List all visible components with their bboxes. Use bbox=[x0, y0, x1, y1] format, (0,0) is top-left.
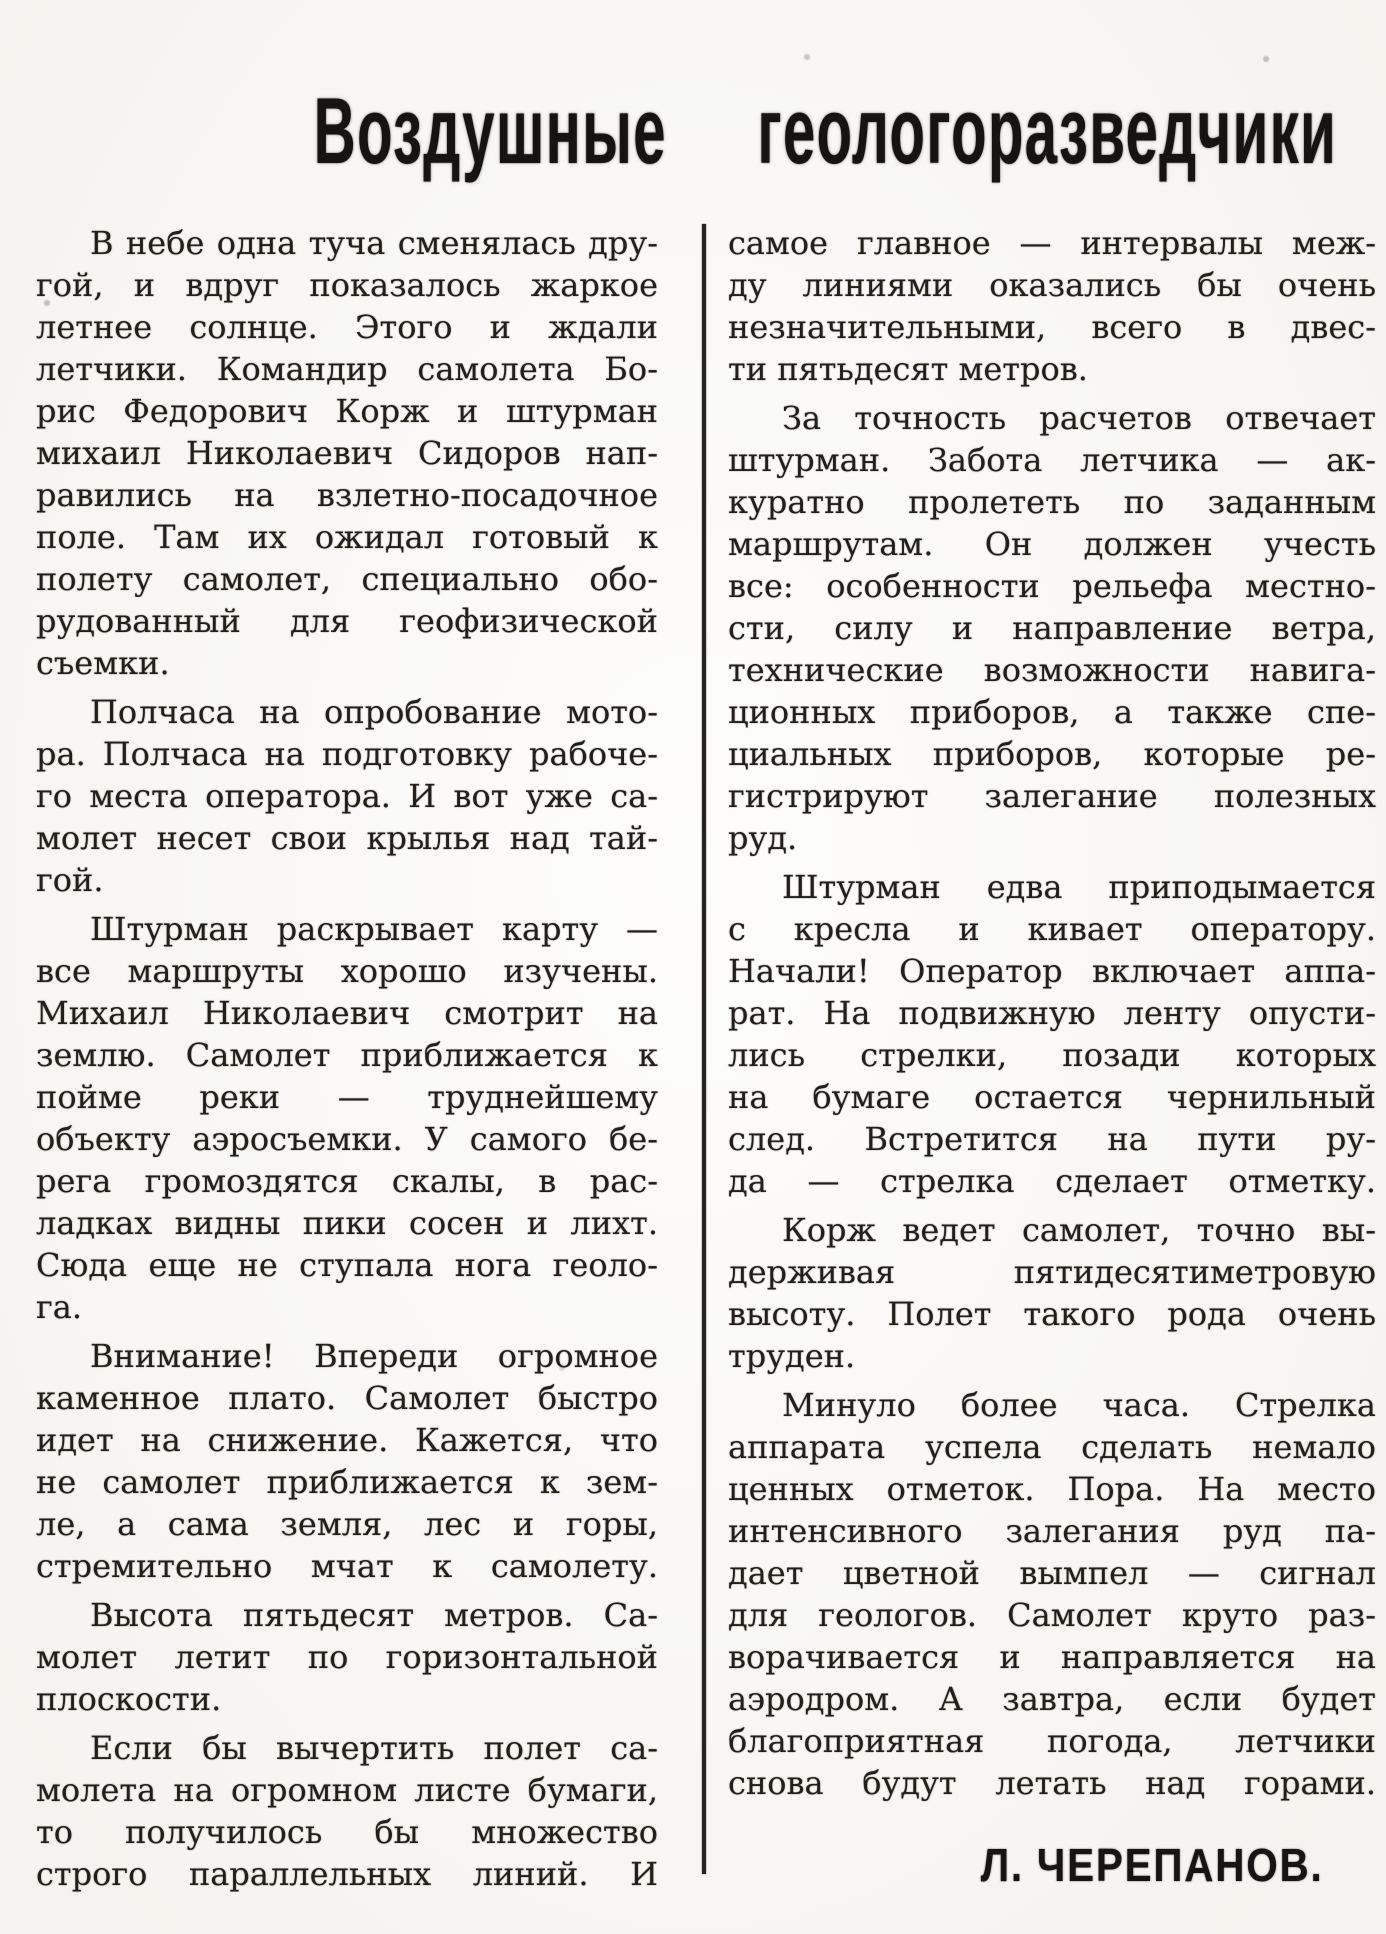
text-line: Если бы вычертить полет са- bbox=[90, 1729, 658, 1767]
text-line: ле, а сама земля, лес и горы, bbox=[36, 1505, 658, 1543]
text-line: Сюда еще не ступала нога геоло- bbox=[36, 1246, 658, 1284]
text-line: съемки. bbox=[36, 644, 170, 682]
text-line: благоприятная погода, летчики bbox=[728, 1722, 1376, 1760]
text-line: высоту. Полет такого рода очень bbox=[728, 1295, 1376, 1333]
text-line: Внимание! Впереди огромное bbox=[90, 1337, 658, 1375]
text-line: рис Федорович Корж и штурман bbox=[36, 392, 658, 430]
text-line: рудованный для геофизической bbox=[36, 602, 658, 640]
text-line: каменное плато. Самолет быстро bbox=[36, 1379, 658, 1417]
text-line: ладках видны пики сосен и лихт. bbox=[36, 1204, 658, 1242]
text-line: снова будут летать над горами. bbox=[728, 1764, 1376, 1802]
article-title-text: Воздушные геологоразведчики bbox=[313, 78, 1338, 183]
text-line: технические возможности навига- bbox=[728, 651, 1376, 689]
text-line: куратно пролететь по заданным bbox=[728, 483, 1376, 521]
text-line: В небе одна туча сменялась дру- bbox=[90, 224, 658, 262]
text-line: ценных отметок. Пора. На место bbox=[728, 1470, 1376, 1508]
text-line: дает цветной вымпел — сигнал bbox=[728, 1554, 1376, 1592]
text-line: Начали! Оператор включает аппа- bbox=[728, 952, 1376, 990]
text-line: труден. bbox=[728, 1337, 856, 1375]
text-line: самое главное — интервалы меж- bbox=[728, 224, 1376, 262]
paragraph bbox=[728, 1384, 1376, 1804]
text-line: маршрутам. Он должен учесть bbox=[728, 525, 1376, 563]
text-line: пойме реки — труднейшему bbox=[36, 1078, 658, 1116]
text-line: то получилось бы множество bbox=[36, 1813, 658, 1851]
text-line: плоскости. bbox=[36, 1680, 222, 1718]
text-line: Штурман раскрывает карту — bbox=[90, 910, 658, 948]
text-line: штурман. Забота летчика — ак- bbox=[728, 441, 1376, 479]
paragraph bbox=[728, 866, 1376, 1202]
text-line: лись стрелки, позади которых bbox=[728, 1036, 1376, 1074]
text-line: молет летит по горизонтальной bbox=[36, 1638, 658, 1676]
text-line: циальных приборов, которые ре- bbox=[728, 735, 1376, 773]
text-line: аппарата успела сделать немало bbox=[728, 1428, 1376, 1466]
text-line: держивая пятидесятиметровую bbox=[728, 1253, 1376, 1291]
paragraph bbox=[728, 222, 1376, 390]
text-line: летчики. Командир самолета Бо- bbox=[36, 350, 658, 388]
text-line: га. bbox=[36, 1288, 83, 1326]
column-divider-rule bbox=[702, 224, 706, 1874]
text-line: ворачивается и направляется на bbox=[728, 1638, 1376, 1676]
text-line: аэродром. А завтра, если будет bbox=[728, 1680, 1376, 1718]
text-line: да — стрелка сделает отметку. bbox=[728, 1162, 1376, 1200]
paragraph bbox=[36, 1594, 658, 1720]
text-line: строго параллельных линий. И bbox=[36, 1855, 658, 1893]
text-line: Высота пятьдесят метров. Са- bbox=[90, 1596, 658, 1634]
text-line: полету самолет, специально обо- bbox=[36, 560, 658, 598]
text-line: объекту аэросъемки. У самого бе- bbox=[36, 1120, 658, 1158]
text-line: все маршруты хорошо изучены. bbox=[36, 952, 658, 990]
text-line: гистрируют залегание полезных bbox=[728, 777, 1376, 815]
text-line: не самолет приближается к зем- bbox=[36, 1463, 658, 1501]
text-line: землю. Самолет приближается к bbox=[36, 1036, 658, 1074]
column-left bbox=[36, 222, 658, 1895]
text-line: ду линиями оказались бы очень bbox=[728, 266, 1376, 304]
text-line: равились на взлетно-посадочное bbox=[36, 476, 658, 514]
text-line: поле. Там их ожидал готовый к bbox=[36, 518, 658, 556]
text-line: гой. bbox=[36, 861, 104, 899]
paragraph bbox=[36, 691, 658, 901]
text-line: летнее солнце. Этого и ждали bbox=[36, 308, 658, 346]
paragraph bbox=[728, 397, 1376, 859]
paragraph bbox=[728, 1209, 1376, 1377]
byline: Л. ЧЕРЕПАНОВ. bbox=[980, 1839, 1323, 1891]
paragraph bbox=[36, 908, 658, 1328]
paragraph bbox=[36, 1335, 658, 1587]
text-line: Штурман едва приподымается bbox=[782, 868, 1376, 906]
text-line: молет несет свои крылья над тай- bbox=[36, 819, 658, 857]
text-line: руд. bbox=[728, 819, 798, 857]
text-line: Полчаса на опробование мото- bbox=[90, 693, 658, 731]
text-line: с кресла и кивает оператору. bbox=[728, 910, 1376, 948]
text-line: Михаил Николаевич смотрит на bbox=[36, 994, 658, 1032]
text-line: все: особенности рельефа местно- bbox=[728, 567, 1376, 605]
text-line: идет на снижение. Кажется, что bbox=[36, 1421, 658, 1459]
paragraph bbox=[36, 222, 658, 684]
text-line: незначительными, всего в двес- bbox=[728, 308, 1376, 346]
paragraph bbox=[36, 1727, 658, 1895]
text-line: ти пятьдесят метров. bbox=[728, 350, 1088, 388]
text-line: след. Встретится на пути ру- bbox=[728, 1120, 1376, 1158]
text-line: Минуло более часа. Стрелка bbox=[782, 1386, 1376, 1424]
text-line: стремительно мчат к самолету. bbox=[36, 1547, 658, 1585]
column-right bbox=[728, 222, 1376, 1804]
text-line: Корж ведет самолет, точно вы- bbox=[782, 1211, 1376, 1249]
text-line: молета на огромном листе бумаги, bbox=[36, 1771, 658, 1809]
text-line: михаил Николаевич Сидоров нап- bbox=[36, 434, 658, 472]
text-line: го места оператора. И вот уже са- bbox=[36, 777, 658, 815]
text-line: ра. Полчаса на подготовку рабоче- bbox=[36, 735, 658, 773]
text-line: гой, и вдруг показалось жаркое bbox=[36, 266, 658, 304]
text-line: интенсивного залегания руд па- bbox=[728, 1512, 1376, 1550]
text-line: ционных приборов, а также спе- bbox=[728, 693, 1376, 731]
article-title bbox=[0, 78, 1386, 183]
text-line: для геологов. Самолет круто раз- bbox=[728, 1596, 1376, 1634]
text-line: сти, силу и направление ветра, bbox=[728, 609, 1376, 647]
text-line: За точность расчетов отвечает bbox=[782, 399, 1376, 437]
text-line: рега громоздятся скалы, в рас- bbox=[36, 1162, 658, 1200]
text-line: рат. На подвижную ленту опусти- bbox=[728, 994, 1376, 1032]
text-line: на бумаге остается чернильный bbox=[728, 1078, 1376, 1116]
